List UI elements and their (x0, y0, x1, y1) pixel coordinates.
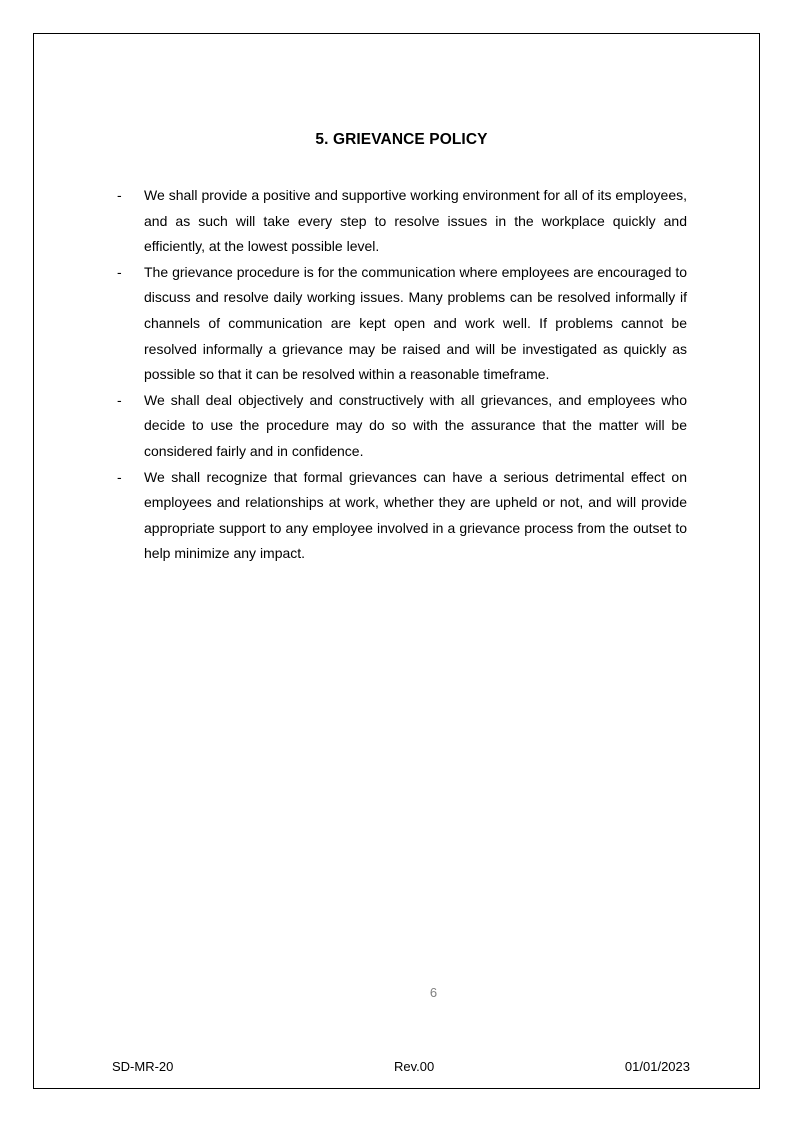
list-item-text: We shall recognize that formal grievances can have a serious detrimental effect on employees and relationships at work, whether they are upheld or not, and will provide appropriate support to any employee involved in a grievance process from the outset to help minimize any impact. (144, 468, 687, 562)
footer-date: 01/01/2023 (624, 1059, 690, 1074)
list-item-text: The grievance procedure is for the communication where employees are encouraged to discuss and resolve daily working issues. Many problems can be resolved informally if channels of communication are kept open and work well. If problems cannot be resolved informally a grievance may be raised and will be investigated as quickly as possible so that it can be resolved within a reasonable timeframe. (144, 263, 687, 383)
section-title: 5. GRIEVANCE POLICY (315, 131, 488, 148)
list-item-text: We shall deal objectively and constructively with all grievances, and employees who decide to use the procedure may do so with the assurance that the matter will be considered fairly and in confidence. (144, 391, 687, 459)
list-item (117, 465, 687, 567)
bullet-dash: - (117, 468, 122, 485)
bullet-dash: - (117, 391, 122, 408)
list-item (117, 260, 687, 388)
bullet-dash: - (117, 263, 122, 280)
bullet-dash: - (117, 187, 122, 203)
list-item (117, 388, 687, 465)
footer-document-code: SD-MR-20 (112, 1059, 174, 1074)
list-item (117, 183, 687, 260)
footer (112, 1059, 690, 1077)
footer-revision: Rev.00 (394, 1059, 435, 1074)
policy-list (117, 183, 687, 567)
page-number: 6 (429, 985, 438, 1000)
list-item-text: We shall provide a positive and supportive working environment for all of its employees, and as such will take every step to resolve issues in the workplace quickly and efficiently, at the lowest possible level. (144, 187, 687, 255)
